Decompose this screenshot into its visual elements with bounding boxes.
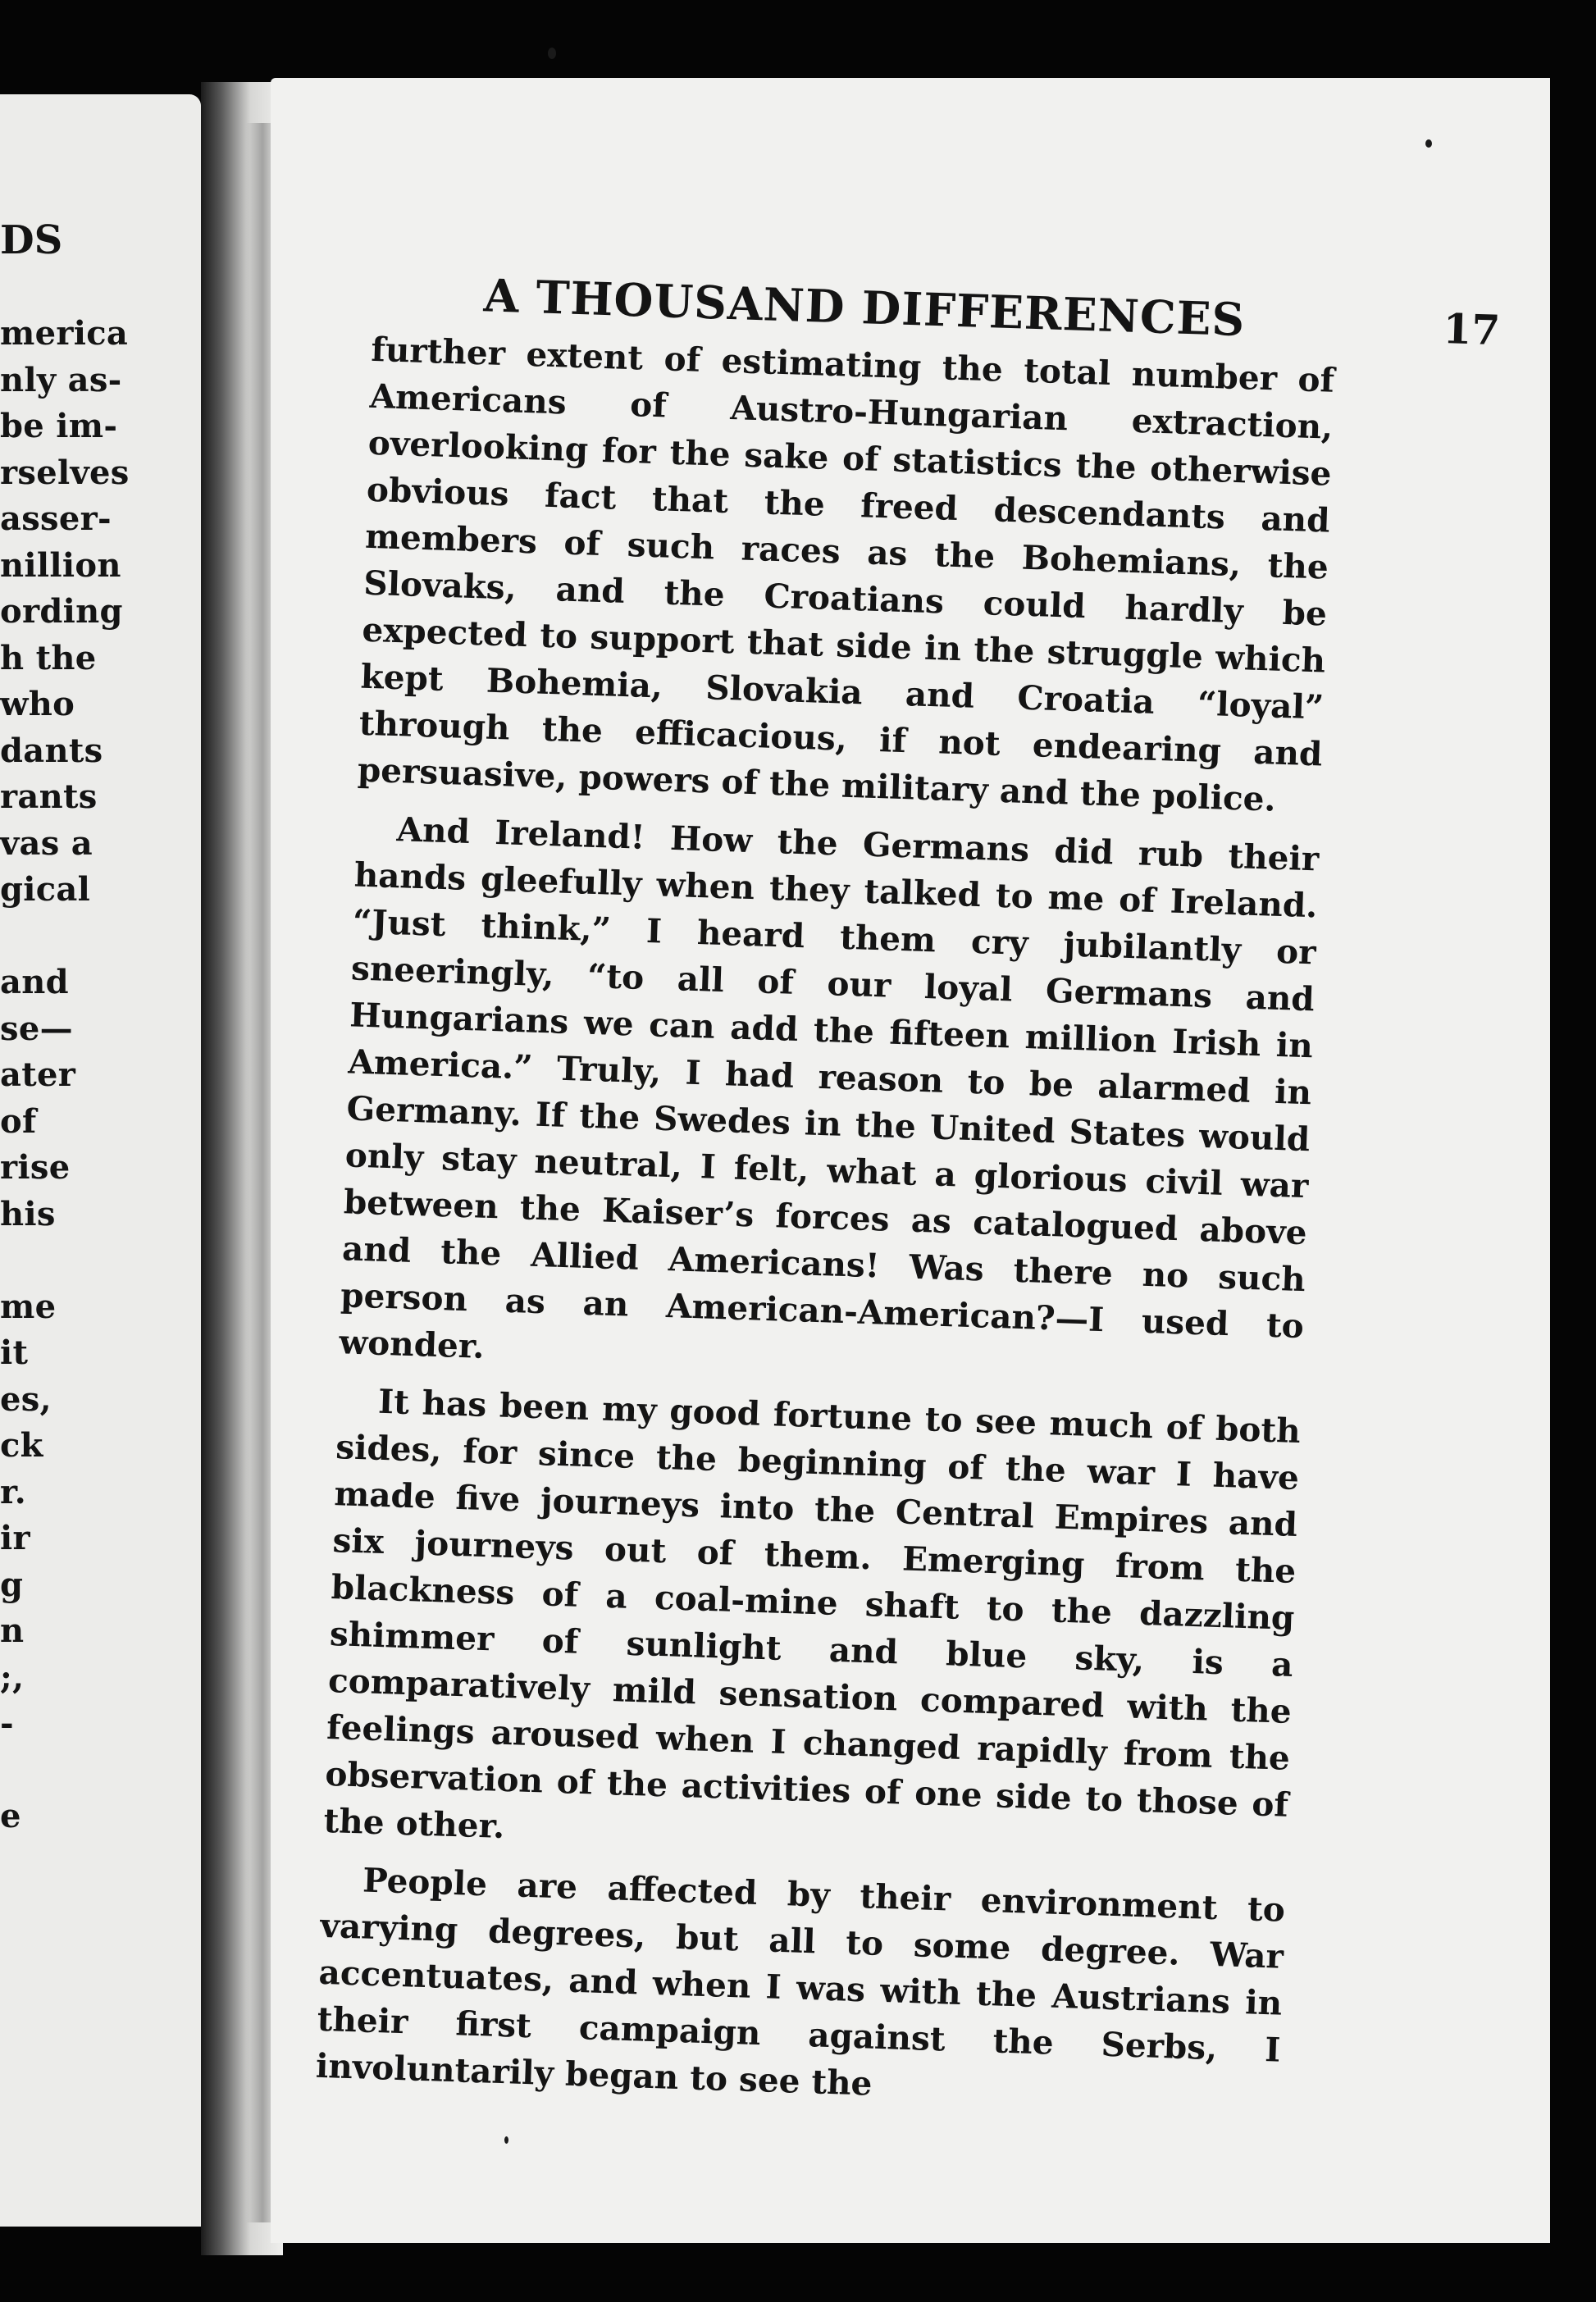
right-page [271,78,1550,2243]
left-page [0,94,201,2227]
left-line-fragment: nillion [0,545,121,585]
paragraph: People are affected by their environment to varying degrees, but all to some degree. War accentuates, and when I was with the Austrians in their first campaign against the Serbs, I involuntarily began to see the [315,1860,1286,2104]
left-line-fragment: r. [0,1472,26,1511]
left-line-fragment: me [0,1287,57,1326]
left-line-fragment: ;, [0,1657,25,1697]
left-line-fragment: h the [0,638,97,677]
scan-speck [548,48,556,59]
left-line-fragment: n [0,1611,25,1650]
left-line-fragment: vas a [0,823,93,863]
left-line-fragment: rants [0,777,98,816]
left-line-fragment: g [0,1565,24,1604]
left-line-fragment: gical [0,870,91,909]
scan-speck [1425,139,1432,148]
left-line-fragment: ater [0,1055,76,1094]
left-line-fragment: se— [0,1009,73,1048]
paragraph: further extent of estimating the total number of Americans of Austro-Hungarian extraction, overlooking for the sake of statistics the otherwise obvious fact that the freed descendants and members of such races as the Bohemians, the Slovaks, and the Croatians could hardly be expected to support that side in the struggle which kept Bohemia, Slovakia and Croatia “loyal” through the efficacious, if not endearing and persuasive, powers of the military and the police. [357,329,1335,819]
left-line-fragment: merica [0,314,129,353]
left-line-fragment: dants [0,731,103,770]
left-line-fragment: e [0,1797,21,1835]
left-line-fragment: of [0,1101,37,1141]
left-line-fragment: - [0,1704,14,1743]
page-body [233,53,1581,2259]
left-line-fragment: es, [0,1379,52,1419]
page-number: 17 [1442,304,1502,355]
paragraph: It has been my good fortune to see much of both sides, for since the beginning of the war I have made five journeys into the Central Empires and six journeys out of them. Emerging from the blackness of a coal-mine shaft to the dazzling shimmer of sunlight and blue sky, is a comparatively mild sensation compared with the feelings aroused when I changed rapidly from the observation of the activities of one side to those of the other. [322,1381,1302,1847]
left-line-fragment: ir [0,1519,30,1557]
paragraph: And Ireland! How the Germans did rub their hands gleefully when they talked to me of Ireland. “Just think,” I heard them cry jubilantly or sneeringly, “to all of our loyal Germans and Hungarians we can add the fifteen million Irish in America.” Truly, I had reason to be alarmed in Germany. If the Swedes in the United States would only stay neutral, I felt, what a glorious civil war between the Kaiser’s forces as catalogued above and the Allied Americans! Was there no such person as an American-American?—I used to wonder. [338,809,1320,1366]
left-line-fragment: and [0,963,69,1001]
scan-speck [504,2136,508,2144]
left-line-fragment: asser- [0,499,112,538]
left-line-fragment: rise [0,1148,71,1187]
left-line-fragment: nly as- [0,360,122,399]
left-line-fragment: ording [0,592,123,631]
running-title: A THOUSAND DIFFERENCES [482,268,1247,347]
text-block [315,326,1335,2132]
left-running-head: DS [0,217,63,263]
left-line-fragment: who [0,685,75,723]
left-line-fragment: rselves [0,453,130,492]
left-line-fragment: it [0,1333,29,1372]
left-line-fragment: be im- [0,407,118,445]
left-line-fragment: ck [0,1426,43,1465]
left-line-fragment: his [0,1194,56,1233]
